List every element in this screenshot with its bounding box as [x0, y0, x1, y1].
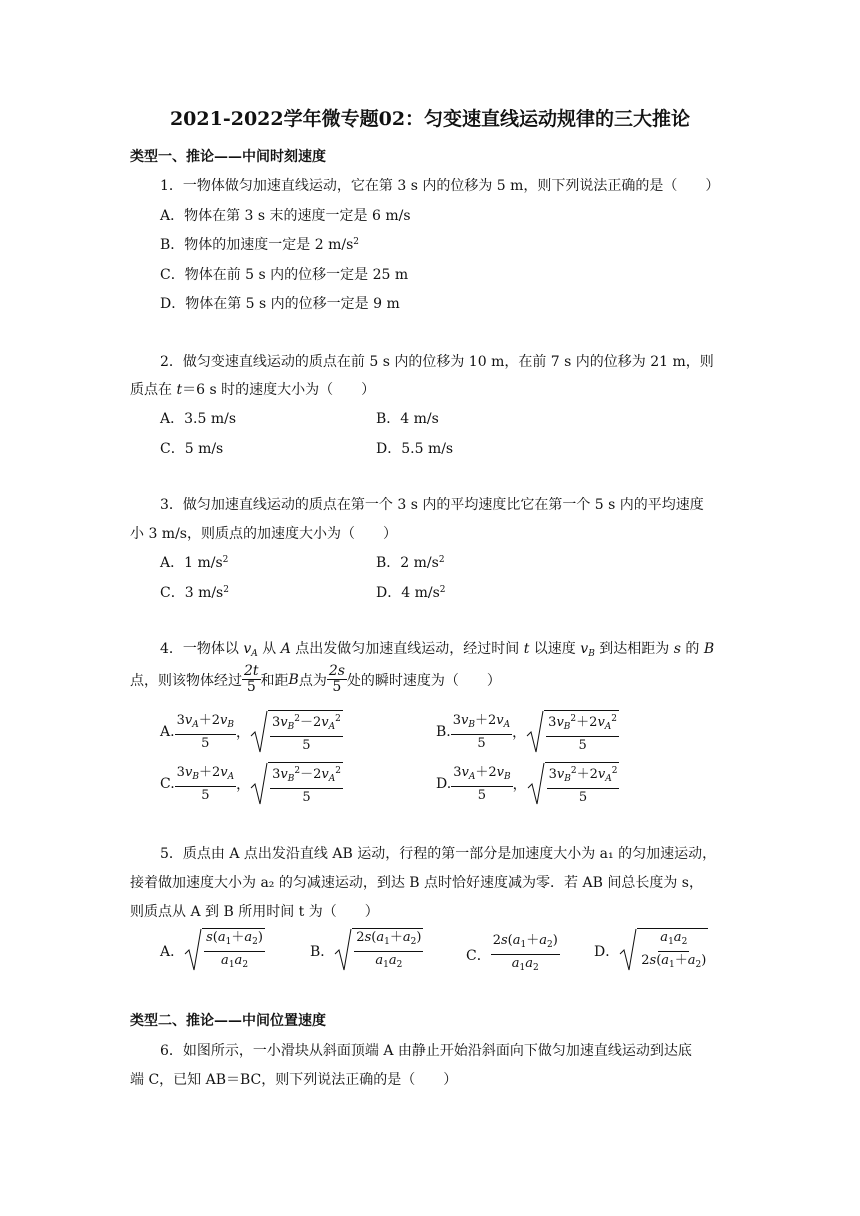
sqrt-symbol: $\frac{s(a_1+a_2)}{a_1a_2}$ — [184, 928, 265, 974]
q3-option-b: B．2 $m/s^2$ — [376, 555, 445, 571]
question-6-line-2: 端 C，已知 AB＝BC，则下列说法正确的是（ ） — [130, 1072, 458, 1088]
question-2-line-2: 质点在 t＝6 s 时的速度大小为（ ） — [130, 382, 376, 398]
fraction-2s-over-5: $\frac{2s}{5}$ — [328, 663, 345, 695]
question-3-line-1: 3．做匀加速直线运动的质点在第一个 3 s 内的平均速度比它在第一个 5 s 内的平均速度 — [160, 497, 704, 513]
q5-option-c: C． $\frac{2s(a_1+a_2)}{a_1a_2}$ — [466, 933, 558, 973]
q4-option-b: B. $\frac{3v_B+2v_A}{5}$ ， $\frac{3v_B^2+2v_A^2}{5}$ — [436, 710, 619, 754]
q1-option-b: B．物体的加速度一定是 2 $m/s^2$ — [160, 237, 360, 253]
sqrt-symbol: $\frac{a_1a_2}{2s(a_1+a_2)}$ — [619, 928, 708, 974]
section-heading-1: 类型一、推论——中间时刻速度 — [130, 149, 326, 165]
question-6-line-1: 6．如图所示，一小滑块从斜面顶端 A 由静止开始沿斜面向下做匀加速直线运动到达底 — [160, 1043, 692, 1059]
question-5-line-2: 接着做加速度大小为 a₂ 的匀减速运动，到达 B 点时恰好速度减为零．若 AB 间总长度为 s， — [130, 875, 703, 891]
section-heading-2: 类型二、推论——中间位置速度 — [130, 1013, 326, 1029]
sqrt-symbol: $\frac{3v_B^2+2v_A^2}{5}$ — [526, 710, 619, 754]
q3-option-a: A．1 $m/s^2$ — [160, 555, 229, 571]
q1-option-a: A．物体在第 3 s 末的速度一定是 6 m/s — [160, 208, 411, 224]
question-3-line-2: 小 3 m/s，则质点的加速度大小为（ ） — [130, 526, 397, 542]
sqrt-symbol: $\frac{3v_B^2+2v_A^2}{5}$ — [527, 762, 620, 806]
page-title: 2021-2022学年微专题02：匀变速直线运动规律的三大推论 — [169, 108, 691, 130]
q1-option-c: C．物体在前 5 s 内的位移一定是 25 m — [160, 267, 409, 283]
q4-option-c: C. $\frac{3v_B+2v_A}{5}$ ， $\frac{3v_B^2-2v_A^2}{5}$ — [160, 762, 343, 806]
q4-option-a: A. $\frac{3v_A+2v_B}{5}$ ， $\frac{3v_B^2-2v_A^2}{5}$ — [160, 710, 343, 754]
q2-option-c: C．5 m/s — [160, 441, 224, 457]
sqrt-symbol: $\frac{3v_B^2-2v_A^2}{5}$ — [250, 710, 343, 754]
q1-option-d: D．物体在第 5 s 内的位移一定是 9 m — [160, 296, 400, 312]
question-1-stem: 1．一物体做匀加速直线运动，它在第 3 s 内的位移为 5 m，则下列说法正确的是（ ） — [160, 178, 720, 194]
q2-option-d: D．5.5 m/s — [376, 441, 454, 457]
fraction-2t-over-5: $\frac{2t}{5}$ — [244, 663, 259, 695]
question-5-line-1: 5．质点由 A 点出发沿直线 AB 运动，行程的第一部分是加速度大小为 a₁ 的匀加速运动， — [160, 846, 717, 862]
q3-option-d: D．4 $m/s^2$ — [376, 585, 446, 601]
question-4-line-1: 4．一物体以 $v_A$ 从 A 点出发做匀加速直线运动，经过时间 t 以速度 $v_B$ 到达相距为 s 的 B — [160, 641, 715, 659]
question-4-line-2: 点，则该物体经过 $\frac{2t}{5}$ 和距 B 点为 $\frac{2s}{5}$ 处的瞬时速度为（ ） — [130, 663, 501, 695]
sqrt-symbol: $\frac{2s(a_1+a_2)}{a_1a_2}$ — [334, 928, 423, 974]
q5-option-d: D． $\frac{a_1a_2}{2s(a_1+a_2)}$ — [594, 928, 708, 974]
q3-option-c: C．3 $m/s^2$ — [160, 585, 229, 601]
q4-option-d: D. $\frac{3v_A+2v_B}{5}$ ， $\frac{3v_B^2+2v_A^2}{5}$ — [436, 762, 619, 806]
question-2-line-1: 2．做匀变速直线运动的质点在前 5 s 内的位移为 10 m，在前 7 s 内的位移为 21 m，则 — [160, 354, 714, 370]
q2-option-b: B．4 m/s — [376, 411, 439, 427]
sqrt-symbol: $\frac{3v_B^2-2v_A^2}{5}$ — [250, 762, 343, 806]
q2-option-a: A．3.5 m/s — [160, 411, 237, 427]
q5-option-a: A． $\frac{s(a_1+a_2)}{a_1a_2}$ — [160, 928, 265, 974]
q5-option-b: B． $\frac{2s(a_1+a_2)}{a_1a_2}$ — [310, 928, 423, 974]
question-5-line-3: 则质点从 A 到 B 所用时间 t 为（ ） — [130, 904, 379, 920]
